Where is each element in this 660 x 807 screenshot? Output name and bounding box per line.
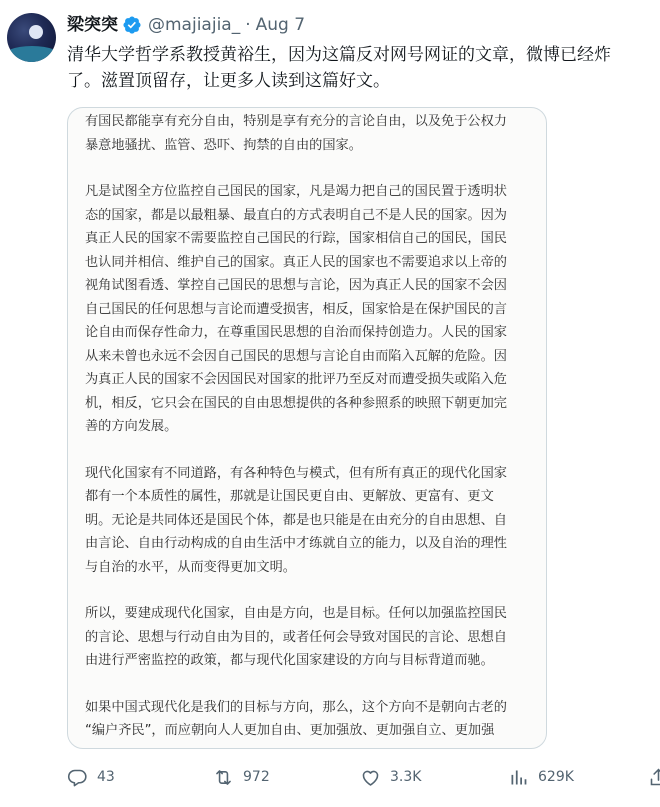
tweet-text <box>67 42 660 94</box>
analytics-icon <box>508 767 529 788</box>
article-line: 论自由而保存性命力，在尊重国民思想的自治而保持创造力。人民的国家 <box>85 325 507 340</box>
article-line: 明。无论是共同体还是国民个体，都是也只能是在由充分的自由思想、自 <box>85 512 507 528</box>
attached-article-image[interactable] <box>67 107 547 749</box>
retweet-button[interactable] <box>213 764 270 790</box>
avatar-hill <box>7 46 56 62</box>
article-line: 的言论、思想与行动自由为目的，或者任何会导致对国民的言论、思想自 <box>85 629 507 645</box>
reply-count: 43 <box>97 769 115 785</box>
article-line: 现代化国家有不同道路，有各种特色与模式，但有所有真正的现代化国家 <box>85 465 507 481</box>
article-line: 所以，要建成现代化国家，自由是方向，也是目标。任何以加强监控国民 <box>85 606 507 621</box>
share-button[interactable] <box>648 764 660 790</box>
article-line: 为真正人民的国家不会因国民对国家的批评乃至反对而遭受损失或陷入危 <box>85 372 507 387</box>
avatar-moon <box>29 25 43 39</box>
share-icon <box>648 767 660 788</box>
view-count: 629K <box>538 769 574 785</box>
header-separator: · <box>245 15 251 35</box>
author-name[interactable]: 梁突突 <box>67 15 118 35</box>
article-line: 都有一个本质性的属性，那就是让国民更自由、更解放、更富有、更文 <box>85 489 494 504</box>
article-text <box>85 108 535 743</box>
retweet-icon <box>213 767 234 788</box>
article-line: 由言论、自由行动构成的自由生活中才练就自立的能力，以及自治的理性 <box>85 536 507 551</box>
article-line: 善的方向发展。 <box>85 419 178 434</box>
article-line: 暴意地骚扰、监管、恐吓、拘禁的自由的国家。 <box>85 137 362 153</box>
like-button[interactable] <box>360 764 421 790</box>
article-line: 视角试图看透、掌控自己国民的思想与言论，因为真正人民的国家不会因 <box>85 278 507 293</box>
author-avatar[interactable] <box>7 13 56 62</box>
verified-badge-icon <box>122 15 142 35</box>
article-line: 机，相反，它只会在国民的自由思想提供的各种参照系的映照下朝更加完 <box>85 395 507 411</box>
article-line: 与自治的水平，从而变得更加文明。 <box>85 559 296 575</box>
article-line: 自己国民的任何思想与言论而遭受损害，相反，国家恰是在保护国民的言 <box>85 301 507 317</box>
article-line: 也认同并相信、维护自己的国家。真正人民的国家也不需要追求以上帝的 <box>85 254 507 270</box>
like-count: 3.3K <box>390 769 422 785</box>
author-handle[interactable]: @majiajia_ <box>148 15 241 35</box>
views-button[interactable] <box>508 764 574 790</box>
tweet-date[interactable]: Aug 7 <box>255 15 306 35</box>
article-line: 如果中国式现代化是我们的目标与方向，那么，这个方向不是朝向古老的 <box>85 699 507 715</box>
article-line: “编户齐民”，而应朝向人人更加自由、更加强放、更加强自立、更加强 <box>85 723 495 738</box>
reply-icon <box>67 767 88 788</box>
tweet-text-line: 了。滋置顶留存，让更多人读到这篇好文。 <box>67 71 390 91</box>
reply-button[interactable] <box>67 764 115 790</box>
article-line: 态的国家，都是以最粗暴、最直白的方式表明自己不是人民的国家。因为 <box>85 207 507 223</box>
article-line: 真正人民的国家不需要监控自己国民的行踪，国家相信自己的国民，国民 <box>85 231 507 246</box>
retweet-count: 972 <box>243 769 270 785</box>
tweet-header <box>67 14 305 36</box>
article-line: 从来未曾也永远不会因自己国民的思想与言论自由而陷入瓦解的危险。因 <box>85 348 507 364</box>
article-line: 有国民都能享有充分自由，特别是享有充分的言论自由，以及免于公权力 <box>85 114 507 129</box>
heart-icon <box>360 767 381 788</box>
tweet-text-line: 清华大学哲学系教授黄裕生，因为这篇反对网号网证的文章，微博已经炸 <box>67 45 611 65</box>
article-line: 由进行严密监控的政策，都与现代化国家建设的方向与目标背道而驰。 <box>85 653 494 668</box>
tweet-action-bar <box>0 764 660 790</box>
article-line: 凡是试图全方位监控自己国民的国家，凡是竭力把自己的国民置于透明状 <box>85 184 507 199</box>
